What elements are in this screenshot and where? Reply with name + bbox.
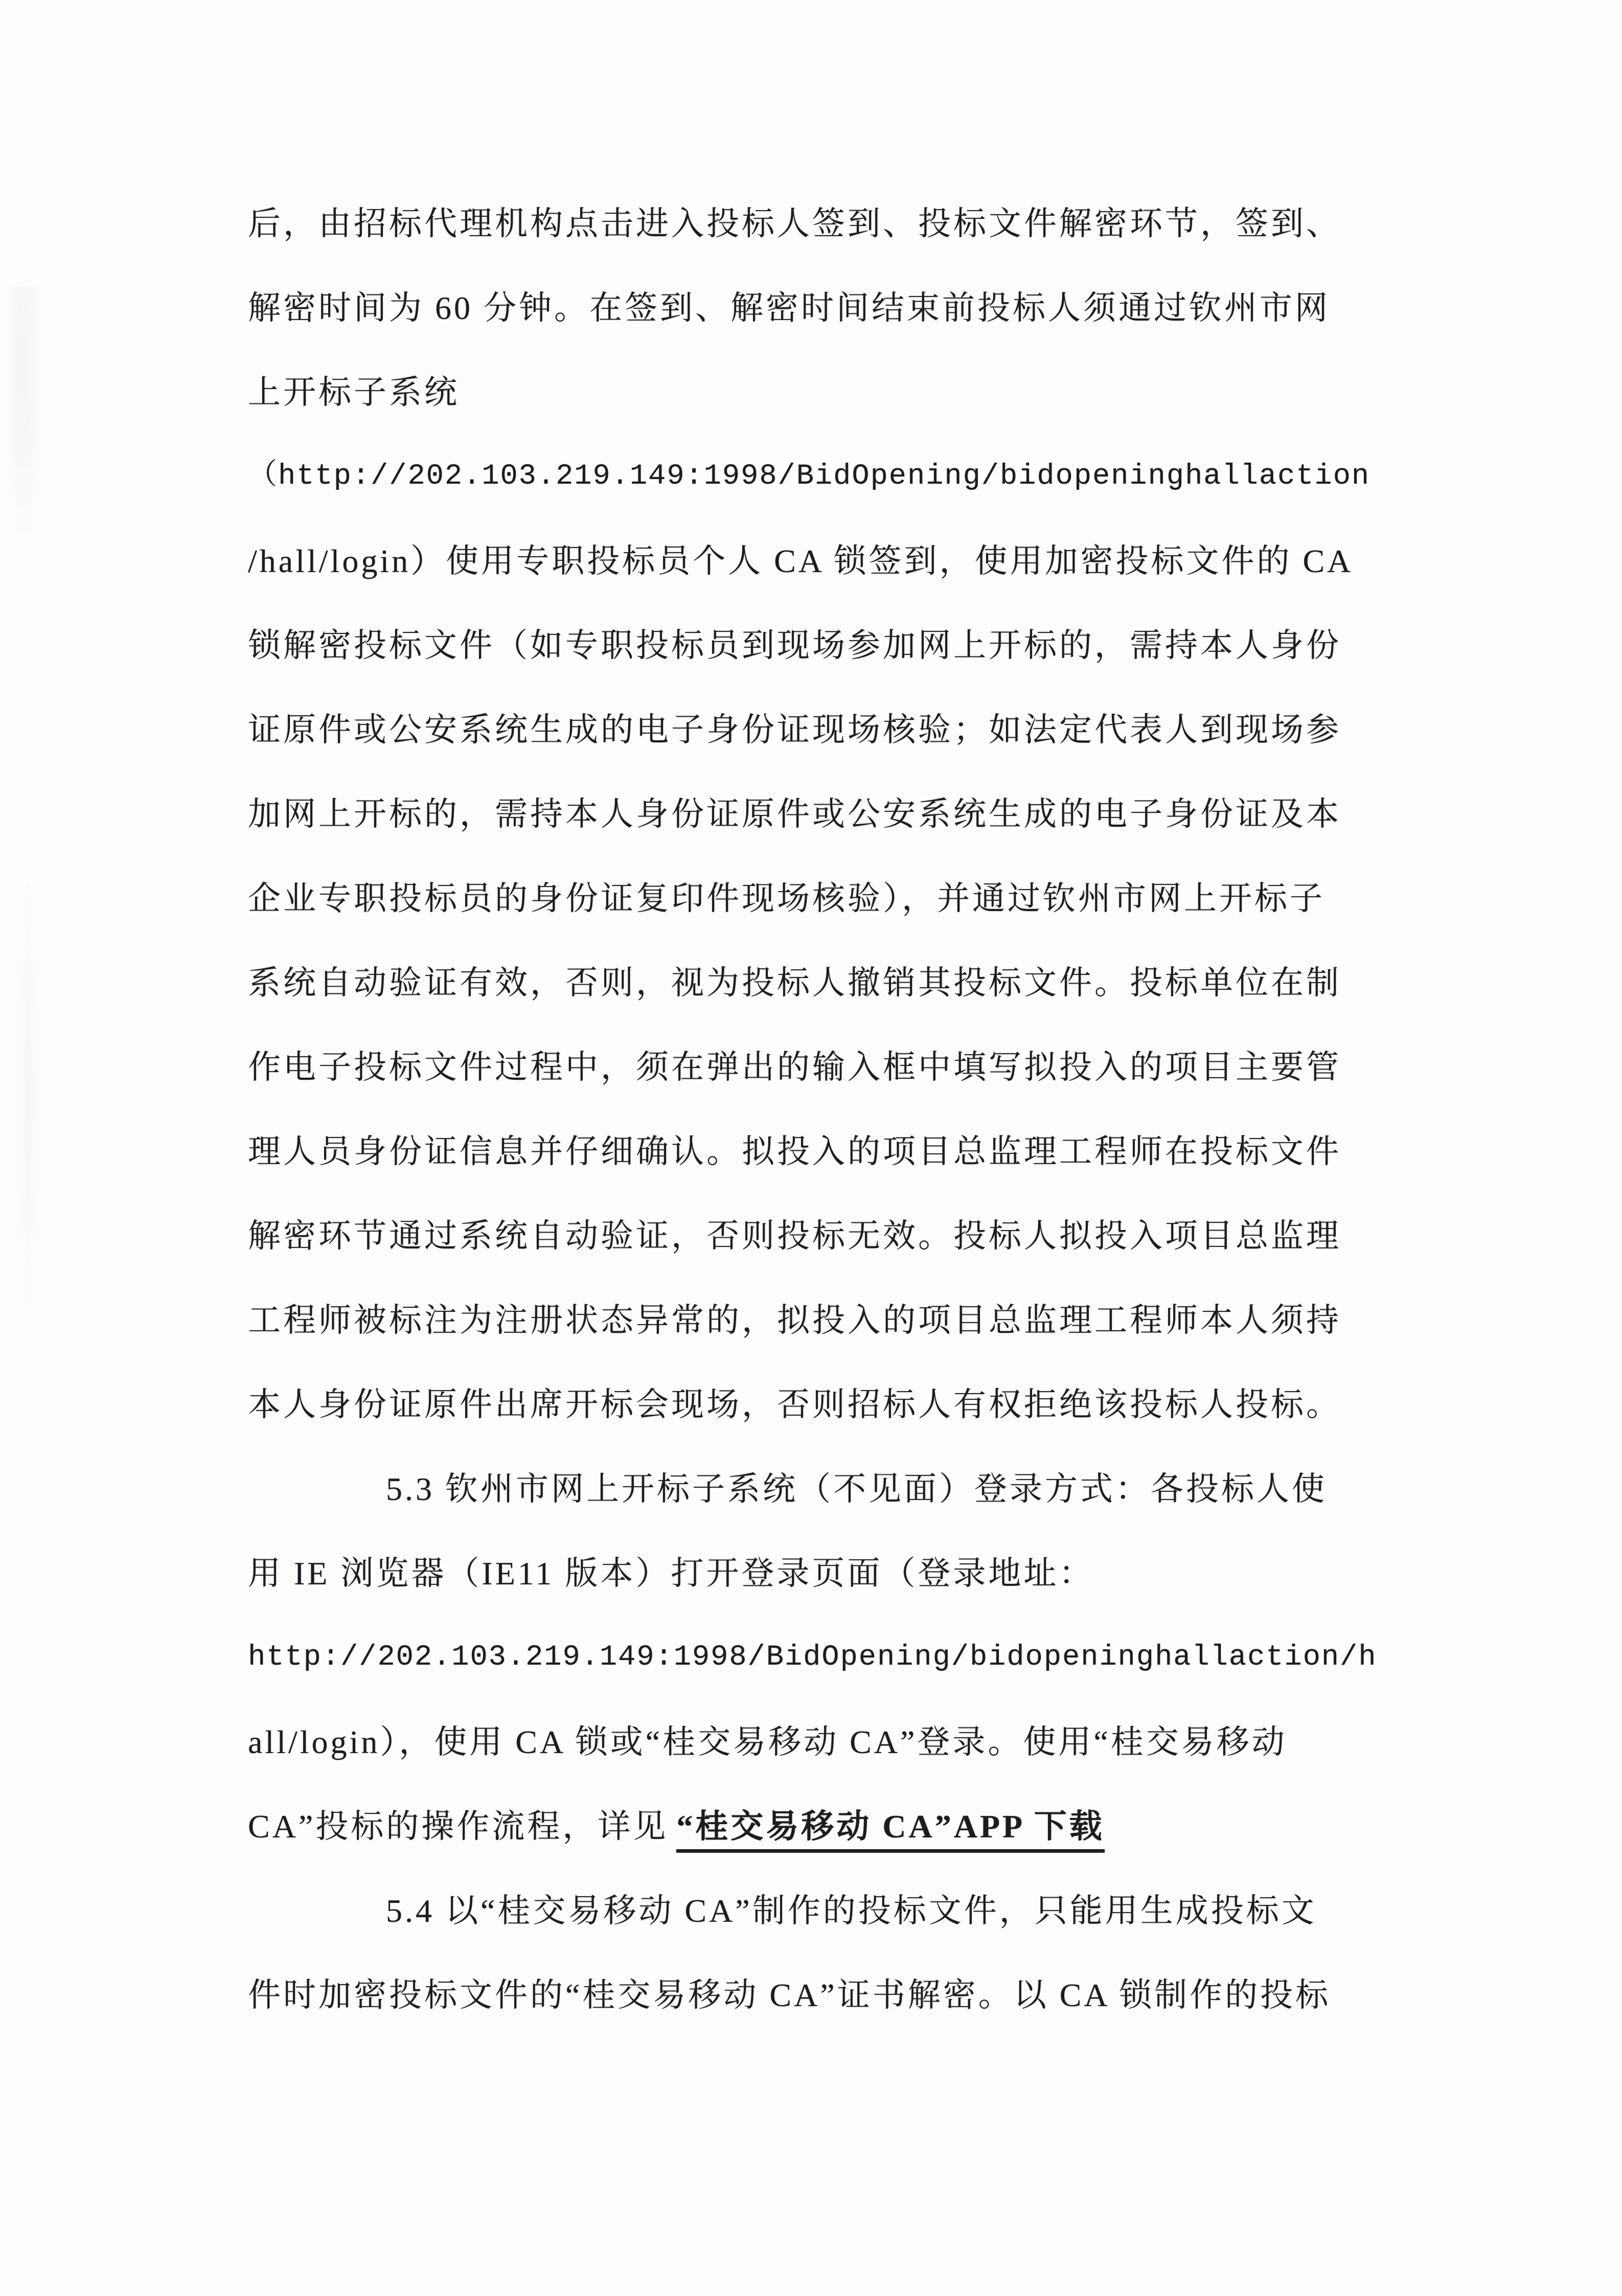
text-line: 加网上开标的，需持本人身份证原件或公安系统生成的电子身份证及本: [248, 796, 1341, 832]
text-line: all/login），使用 CA 锁或“桂交易移动 CA”登录。使用“桂交易移动: [248, 1724, 1287, 1760]
text-line: 件时加密投标文件的“桂交易移动 CA”证书解密。以 CA 锁制作的投标: [248, 1977, 1331, 2013]
text-line: 后，由招标代理机构点击进入投标人签到、投标文件解密环节，签到、: [248, 206, 1341, 242]
text-line: 企业专职投标员的身份证复印件现场核验），并通过钦州市网上开标子: [248, 880, 1325, 917]
text-line: 锁解密投标文件（如专职投标员到现场参加网上开标的，需持本人身份: [248, 627, 1341, 664]
text-line: 工程师被标注为注册状态异常的，拟投入的项目总监理工程师本人须持: [248, 1302, 1341, 1338]
section-5-4-start-line: 5.4 以“桂交易移动 CA”制作的投标文件，只能用生成投标文: [386, 1893, 1317, 1929]
text-line: 系统自动验证有效，否则，视为投标人撤销其投标文件。投标单位在制: [248, 965, 1341, 1001]
text-line: 上开标子系统: [248, 374, 460, 411]
text-line: 理人员身份证信息并仔细确认。拟投入的项目总监理工程师在投标文件: [248, 1133, 1341, 1170]
text-line: /hall/login）使用专职投标员个人 CA 锁签到，使用加密投标文件的 CA: [248, 543, 1354, 579]
text-line: 解密时间为 60 分钟。在签到、解密时间结束前投标人须通过钦州市网: [248, 290, 1330, 326]
text-line: [248, 1784, 1392, 1869]
text-line-url: （http://202.103.219.149:1998/BidOpening/bidopeninghallaction: [248, 460, 1370, 493]
app-download-link-text: “桂交易移动 CA”APP 下载: [676, 1808, 1104, 1853]
document-text-block: [248, 181, 1392, 2037]
text-line: 本人身份证原件出席开标会现场，否则招标人有权拒绝该投标人投标。: [248, 1386, 1341, 1423]
section-5-3-start-line: 5.3 钦州市网上开标子系统（不见面）登录方式：各投标人使: [386, 1471, 1327, 1507]
scan-artifact: [9, 286, 45, 552]
text-line: 证原件或公安系统生成的电子身份证现场核验；如法定代表人到现场参: [248, 712, 1341, 748]
text-line-prefix: CA”投标的操作流程，详见: [248, 1808, 669, 1845]
text-line: 用 IE 浏览器（IE11 版本）打开登录页面（登录地址：: [248, 1555, 1094, 1592]
text-line: 作电子投标文件过程中，须在弹出的输入框中填写拟投入的项目主要管: [248, 1049, 1341, 1085]
text-line: 解密环节通过系统自动验证，否则投标无效。投标人拟投入项目总监理: [248, 1218, 1341, 1254]
scan-artifact: [15, 869, 41, 1329]
text-line-url: http://202.103.219.149:1998/BidOpening/bidopeninghallaction/h: [248, 1641, 1377, 1674]
